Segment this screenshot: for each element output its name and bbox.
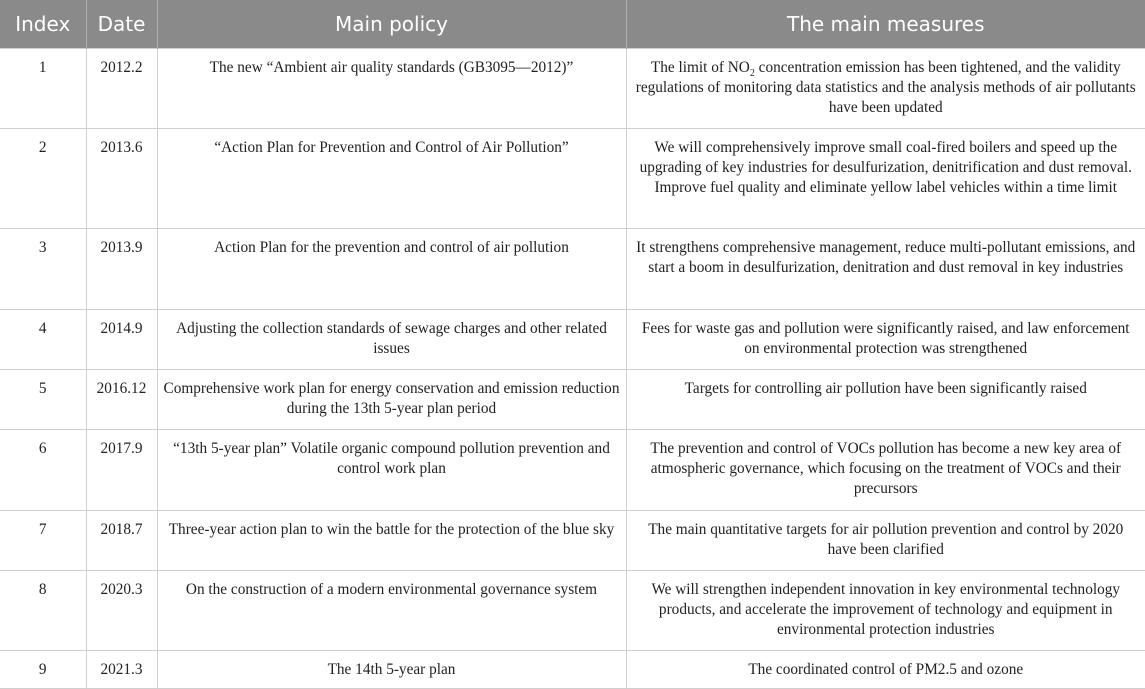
cell-measures: We will comprehensively improve small coal-fired boilers and speed up the upgrading of key industries for desulfurization, denitrification and dust removal. Improve fuel quality and eliminate yellow label vehicles within a time limit [626, 129, 1145, 229]
cell-policy: “13th 5-year plan” Volatile organic compound pollution prevention and control work plan [157, 430, 626, 511]
header-row [0, 0, 1145, 49]
table-row [0, 370, 1145, 430]
cell-measures: Fees for waste gas and pollution were significantly raised, and law enforcement on environmental protection was strengthened [626, 310, 1145, 370]
cell-index: 3 [0, 229, 86, 310]
header-date: Date [86, 0, 157, 49]
cell-policy: Adjusting the collection standards of sewage charges and other related issues [157, 310, 626, 370]
cell-policy: On the construction of a modern environmental governance system [157, 571, 626, 651]
table-row [0, 49, 1145, 129]
measures-text-pre: The limit of NO [650, 59, 750, 76]
cell-measures: We will strengthen independent innovation in key environmental technology products, and accelerate the improvement of technology and equipment in environmental protection industries [626, 571, 1145, 651]
cell-policy: Three-year action plan to win the battle for the protection of the blue sky [157, 511, 626, 571]
cell-measures: It strengthens comprehensive management, reduce multi-pollutant emissions, and start a boom in desulfurization, denitration and dust removal in key industries [626, 229, 1145, 310]
table-row [0, 511, 1145, 571]
cell-index: 2 [0, 129, 86, 229]
cell-date: 2021.3 [86, 651, 157, 689]
cell-date: 2016.12 [86, 370, 157, 430]
cell-date: 2017.9 [86, 430, 157, 511]
cell-measures: The main quantitative targets for air pollution prevention and control by 2020 have been clarified [626, 511, 1145, 571]
measures-subscript: 2 [749, 68, 755, 80]
table-header [0, 0, 1145, 49]
cell-date: 2013.9 [86, 229, 157, 310]
cell-policy: The new “Ambient air quality standards (GB3095—2012)” [157, 49, 626, 129]
cell-index: 5 [0, 370, 86, 430]
cell-date: 2013.6 [86, 129, 157, 229]
cell-index: 7 [0, 511, 86, 571]
cell-measures: The prevention and control of VOCs pollution has become a new key area of atmospheric governance, which focusing on the treatment of VOCs and their precursors [626, 430, 1145, 511]
cell-policy: Comprehensive work plan for energy conservation and emission reduction during the 13th 5-year plan period [157, 370, 626, 430]
cell-policy: The 14th 5-year plan [157, 651, 626, 689]
measures-text-post: concentration emission has been tightened, and the validity regulations of monitoring data statistics and the analysis methods of air pollutants have been updated [635, 59, 1136, 116]
table-row [0, 229, 1145, 310]
cell-measures [626, 49, 1145, 129]
table-row [0, 430, 1145, 511]
cell-index: 1 [0, 49, 86, 129]
table-body [0, 49, 1145, 689]
cell-date: 2020.3 [86, 571, 157, 651]
cell-measures: Targets for controlling air pollution have been significantly raised [626, 370, 1145, 430]
cell-index: 9 [0, 651, 86, 689]
header-main-policy: Main policy [157, 0, 626, 49]
cell-date: 2014.9 [86, 310, 157, 370]
header-index: Index [0, 0, 86, 49]
table-row [0, 129, 1145, 229]
table-row [0, 571, 1145, 651]
header-main-measures: The main measures [626, 0, 1145, 49]
cell-policy: Action Plan for the prevention and control of air pollution [157, 229, 626, 310]
cell-index: 8 [0, 571, 86, 651]
cell-measures: The coordinated control of PM2.5 and ozone [626, 651, 1145, 689]
cell-date: 2018.7 [86, 511, 157, 571]
cell-index: 6 [0, 430, 86, 511]
cell-policy: “Action Plan for Prevention and Control of Air Pollution” [157, 129, 626, 229]
cell-index: 4 [0, 310, 86, 370]
table-row [0, 651, 1145, 689]
cell-date: 2012.2 [86, 49, 157, 129]
table-row [0, 310, 1145, 370]
